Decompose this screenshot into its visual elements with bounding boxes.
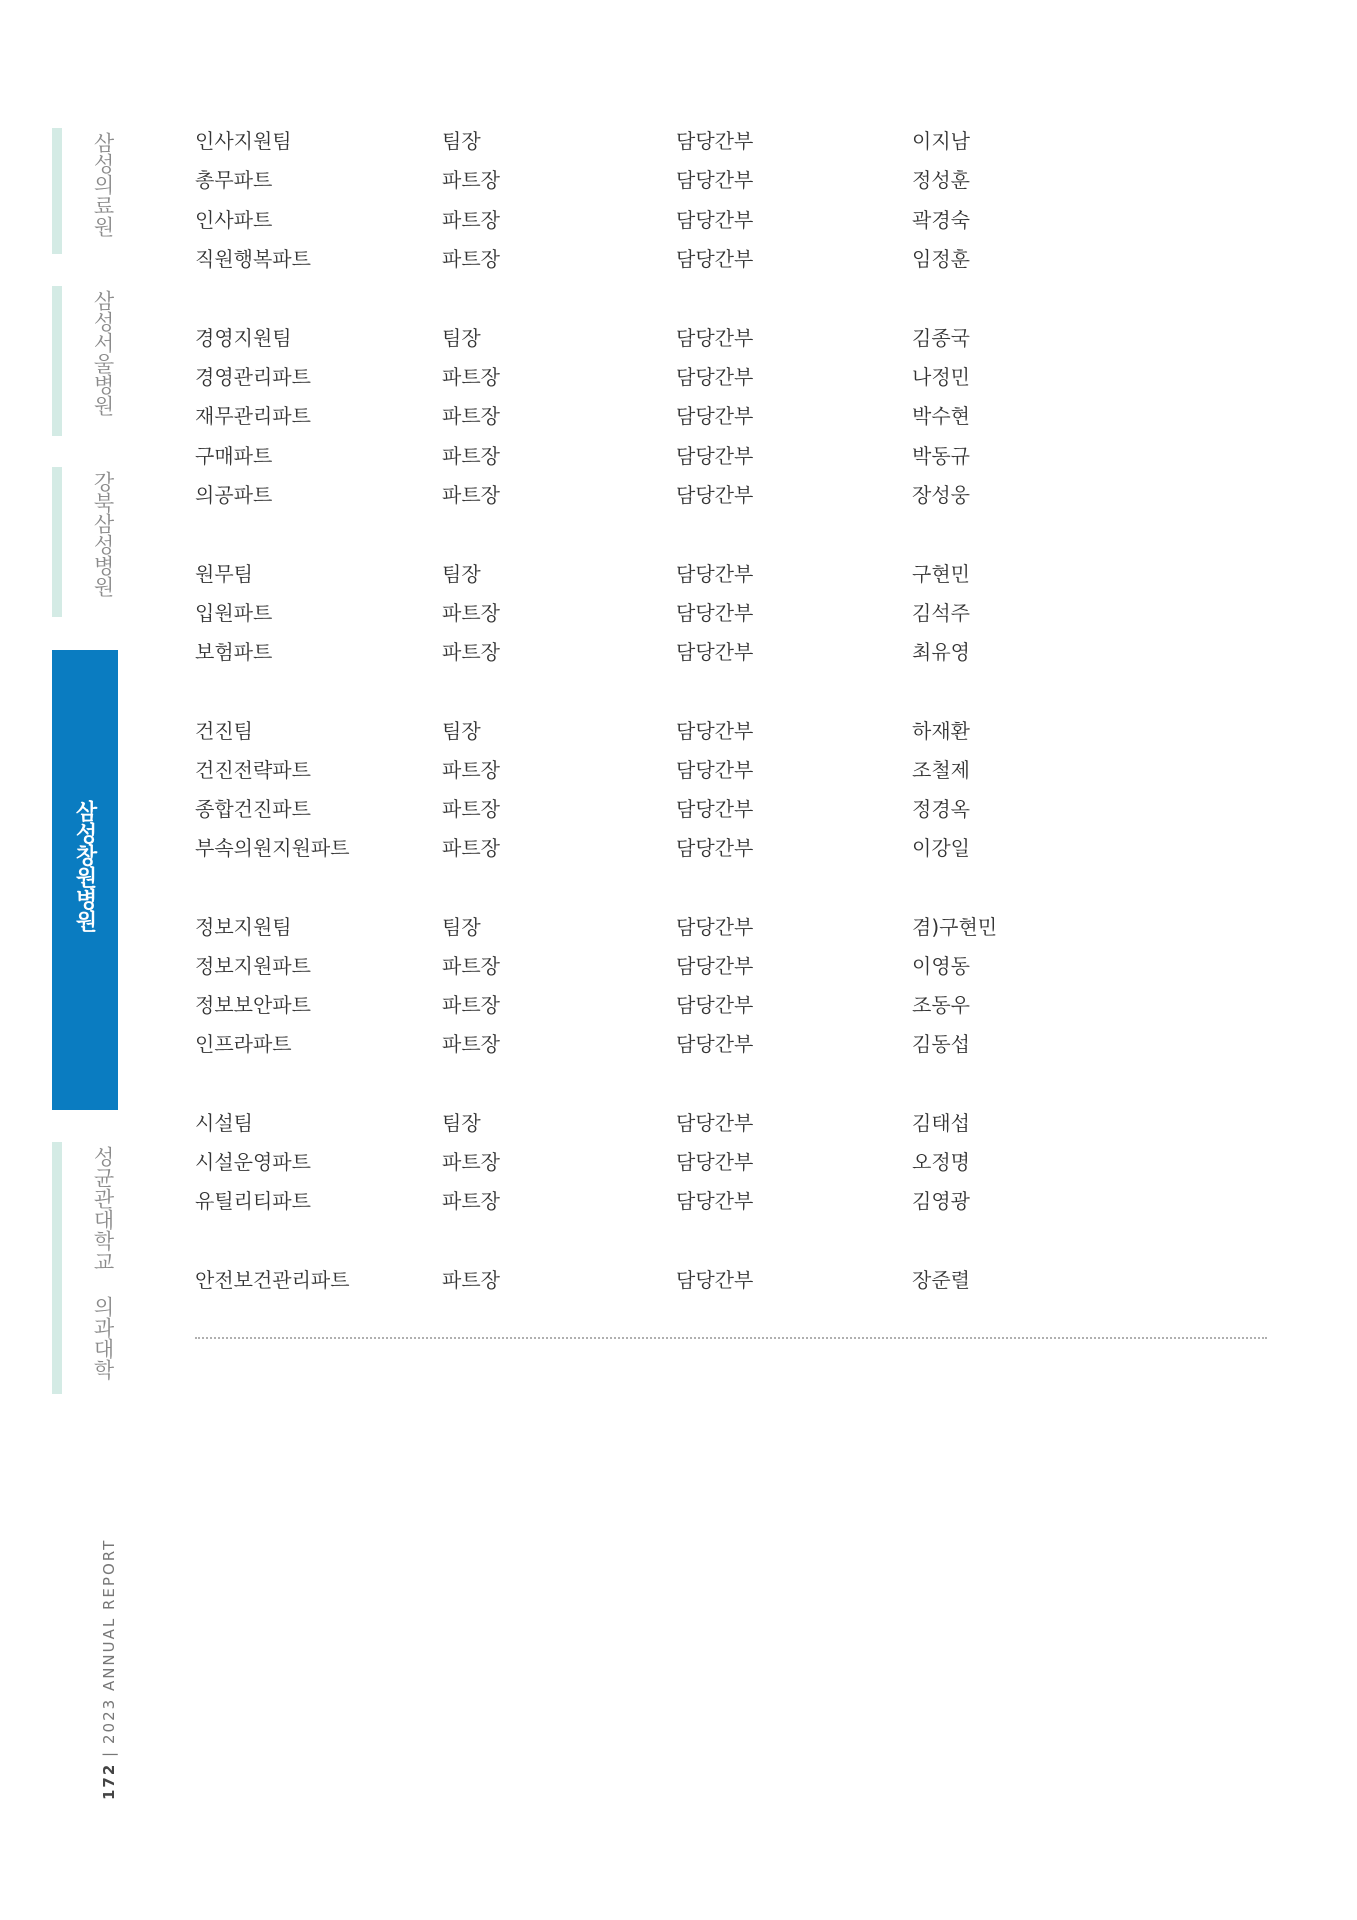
role-cell: 파트장	[442, 365, 500, 389]
title-cell: 담당간부	[676, 836, 754, 860]
dept-cell: 인프라파트	[195, 1032, 292, 1056]
title-cell: 담당간부	[676, 444, 754, 468]
title-cell: 담당간부	[676, 797, 754, 821]
title-cell: 담당간부	[676, 1032, 754, 1056]
role-cell: 파트장	[442, 404, 500, 428]
role-cell: 파트장	[442, 1268, 500, 1292]
role-cell: 팀장	[442, 1111, 481, 1135]
role-cell: 파트장	[442, 1150, 500, 1174]
title-cell: 담당간부	[676, 247, 754, 271]
side-tab-kangbuk-samsung-hospital[interactable]	[52, 467, 118, 617]
side-tab-label: 성균관대학교 의과대학	[91, 1146, 115, 1380]
dept-cell: 유틸리티파트	[195, 1189, 311, 1213]
name-cell: 하재환	[912, 719, 970, 743]
side-tab-label: 강북삼성병원	[91, 471, 115, 597]
dept-cell: 정보보안파트	[195, 993, 311, 1017]
title-cell: 담당간부	[676, 993, 754, 1017]
dept-cell: 인사지원팀	[195, 129, 292, 153]
name-cell: 임정훈	[912, 247, 970, 271]
side-tab-samsung-medical-center[interactable]	[52, 128, 118, 254]
footer-separator: |	[100, 1749, 118, 1757]
name-cell: 이영동	[912, 954, 970, 978]
dept-cell: 재무관리파트	[195, 404, 311, 428]
title-cell: 담당간부	[676, 915, 754, 939]
title-cell: 담당간부	[676, 1111, 754, 1135]
name-cell: 나정민	[912, 365, 970, 389]
name-cell: 곽경숙	[912, 208, 970, 232]
tab-bar	[52, 128, 62, 254]
role-cell: 파트장	[442, 993, 500, 1017]
dept-cell: 경영지원팀	[195, 326, 292, 350]
dept-cell: 원무팀	[195, 562, 253, 586]
dept-cell: 인사파트	[195, 208, 273, 232]
name-cell: 구현민	[912, 562, 970, 586]
role-cell: 팀장	[442, 326, 481, 350]
role-cell: 팀장	[442, 129, 481, 153]
tab-bar	[52, 286, 62, 436]
name-cell: 정성훈	[912, 168, 970, 192]
side-tab-label: 삼성의료원	[91, 132, 115, 237]
title-cell: 담당간부	[676, 954, 754, 978]
dept-cell: 총무파트	[195, 168, 273, 192]
dept-cell: 입원파트	[195, 601, 273, 625]
title-cell: 담당간부	[676, 208, 754, 232]
name-cell: 박동규	[912, 444, 970, 468]
side-tab-samsung-changwon-hospital[interactable]	[52, 650, 118, 1110]
title-cell: 담당간부	[676, 326, 754, 350]
name-cell: 김동섭	[912, 1032, 970, 1056]
side-tab-samsung-seoul-hospital[interactable]	[52, 286, 118, 436]
side-tab-label: 삼성창원병원	[72, 800, 97, 932]
tab-bar	[52, 467, 62, 617]
page-number: 172	[100, 1762, 118, 1800]
dept-cell: 의공파트	[195, 483, 273, 507]
name-cell: 정경옥	[912, 797, 970, 821]
dotted-divider	[195, 1337, 1267, 1339]
role-cell: 파트장	[442, 797, 500, 821]
title-cell: 담당간부	[676, 758, 754, 782]
role-cell: 파트장	[442, 168, 500, 192]
report-title: 2023 ANNUAL REPORT	[100, 1538, 118, 1744]
name-cell: 장준렬	[912, 1268, 970, 1292]
role-cell: 팀장	[442, 719, 481, 743]
role-cell: 파트장	[442, 640, 500, 664]
title-cell: 담당간부	[676, 1189, 754, 1213]
role-cell: 팀장	[442, 915, 481, 939]
name-cell: 이지남	[912, 129, 970, 153]
title-cell: 담당간부	[676, 404, 754, 428]
dept-cell: 건진전략파트	[195, 758, 311, 782]
dept-cell: 보험파트	[195, 640, 273, 664]
tab-bar	[52, 1142, 62, 1394]
dept-cell: 안전보건관리파트	[195, 1268, 350, 1292]
role-cell: 파트장	[442, 836, 500, 860]
page-footer	[94, 1538, 124, 1800]
dept-cell: 정보지원파트	[195, 954, 311, 978]
title-cell: 담당간부	[676, 168, 754, 192]
role-cell: 파트장	[442, 208, 500, 232]
title-cell: 담당간부	[676, 1268, 754, 1292]
side-tab-label: 삼성서울병원	[91, 290, 115, 416]
name-cell: 장성웅	[912, 483, 970, 507]
dept-cell: 경영관리파트	[195, 365, 311, 389]
name-cell: 조철제	[912, 758, 970, 782]
role-cell: 파트장	[442, 1189, 500, 1213]
role-cell: 파트장	[442, 1032, 500, 1056]
dept-cell: 직원행복파트	[195, 247, 311, 271]
title-cell: 담당간부	[676, 365, 754, 389]
name-cell: 김태섭	[912, 1111, 970, 1135]
title-cell: 담당간부	[676, 640, 754, 664]
name-cell: 박수현	[912, 404, 970, 428]
role-cell: 파트장	[442, 954, 500, 978]
role-cell: 파트장	[442, 483, 500, 507]
name-cell: 김영광	[912, 1189, 970, 1213]
name-cell: 김종국	[912, 326, 970, 350]
dept-cell: 구매파트	[195, 444, 273, 468]
dept-cell: 시설팀	[195, 1111, 253, 1135]
title-cell: 담당간부	[676, 601, 754, 625]
dept-cell: 부속의원지원파트	[195, 836, 350, 860]
title-cell: 담당간부	[676, 1150, 754, 1174]
name-cell: 이강일	[912, 836, 970, 860]
dept-cell: 정보지원팀	[195, 915, 292, 939]
title-cell: 담당간부	[676, 129, 754, 153]
title-cell: 담당간부	[676, 483, 754, 507]
title-cell: 담당간부	[676, 719, 754, 743]
name-cell: 겸)구현민	[912, 915, 998, 939]
name-cell: 최유영	[912, 640, 970, 664]
dept-cell: 건진팀	[195, 719, 253, 743]
role-cell: 파트장	[442, 601, 500, 625]
name-cell: 김석주	[912, 601, 970, 625]
role-cell: 팀장	[442, 562, 481, 586]
name-cell: 조동우	[912, 993, 970, 1017]
name-cell: 오정명	[912, 1150, 970, 1174]
role-cell: 파트장	[442, 444, 500, 468]
role-cell: 파트장	[442, 758, 500, 782]
side-tab-sungkyunkwan-medicine[interactable]	[52, 1142, 118, 1394]
role-cell: 파트장	[442, 247, 500, 271]
title-cell: 담당간부	[676, 562, 754, 586]
dept-cell: 시설운영파트	[195, 1150, 311, 1174]
dept-cell: 종합건진파트	[195, 797, 311, 821]
